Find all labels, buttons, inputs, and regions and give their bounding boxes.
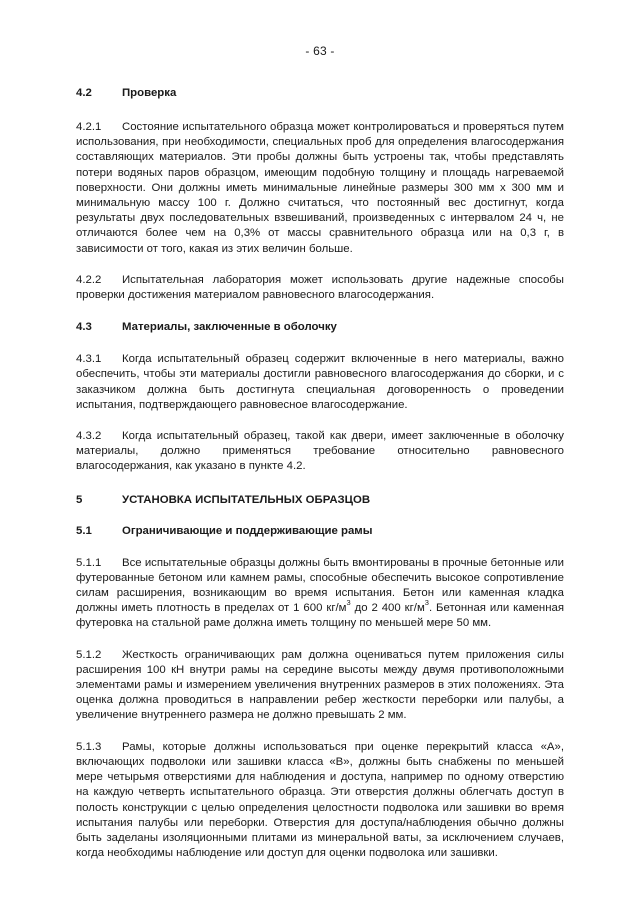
page-content (76, 86, 564, 861)
heading-title: Проверка (122, 87, 177, 99)
paragraph-number: 5.1.2 (76, 648, 102, 661)
paragraph-5-1-3 (76, 740, 564, 862)
paragraph-number: 4.3.2 (76, 430, 102, 443)
paragraph-text: Когда испытательный образец содержит включенные в него материалы, важно обеспечить, чтобы эти материалы достигли равновесного влагосодержания до сборки, и с заказчиком должна быть достигнута специальная договоренность о проведении испытания, подтверждающего равновесное влагосодержание. (76, 353, 564, 411)
paragraph-4-2-2 (76, 273, 564, 303)
page-number: - 63 - (305, 44, 335, 58)
paragraph-number: 4.2.2 (76, 273, 102, 286)
paragraph-4-2-1 (76, 120, 564, 257)
paragraph-text-end: . Бетонная или каменная футеровка на стальной раме должна иметь толщину по меньшей мере 50 мм. (76, 602, 564, 630)
paragraph-number: 4.2.1 (76, 121, 102, 133)
heading-number: 5.1 (76, 524, 92, 537)
paragraph-number: 5.1.3 (76, 740, 102, 753)
paragraph-5-1-1 (76, 556, 564, 632)
paragraph-text: Испытательная лаборатория может использовать другие надежные способы проверки достижения материалом равновесного влагосодержания. (76, 273, 564, 302)
heading-number: 5 (76, 493, 83, 506)
paragraph-text: Состояние испытательного образца может контролироваться и проверяться путем использования, при необходимости, специальных проб для определения влагосодержания составляющих материалов. Эти пробы должны быть устроены так, чтобы представлять потери водяных паров образцом, имеющим подобную толщину и площадь нагреваемой поверхности. Они должны иметь минимальные линейные размеры 300 мм х 300 мм и минимальную массу 100 г. Должно считаться, что постоянный вес достигнут, когда результаты двух последовательных взвешиваний, произведенных с интервалом 24 ч, не отличаются более чем на 0,3% от массы сравнительного образца или на 0,3 г, в зависимости от того, какая из этих величин больше. (76, 121, 564, 255)
heading-title: Материалы, заключенные в оболочку (122, 321, 337, 334)
superscript-3: 3 (424, 598, 429, 608)
heading-title: Ограничивающие и поддерживающие рамы (122, 524, 373, 537)
paragraph-4-3-2 (76, 429, 564, 475)
heading-5 (76, 493, 564, 508)
heading-5-1 (76, 524, 564, 539)
paragraph-4-3-1 (76, 352, 564, 413)
heading-title: УСТАНОВКА ИСПЫТАТЕЛЬНЫХ ОБРАЗЦОВ (122, 493, 371, 506)
heading-number: 4.3 (76, 321, 92, 334)
heading-4-2 (76, 86, 564, 101)
paragraph-5-1-2 (76, 648, 564, 724)
paragraph-text: Жесткость ограничивающих рам должна оцениваться путем приложения силы расширения 100 кН внутри рамы на середине высоты между двумя противоположными элементами рамы и измерением увеличения внутренних размеров в этих положениях. Эта оценка должна проводиться в направлении ребер жесткости переборки или палубы, а увеличение внутреннего размера не должно превышать 2 мм. (76, 648, 564, 722)
heading-number: 4.2 (76, 87, 92, 99)
paragraph-number: 5.1.1 (76, 556, 102, 569)
superscript-3: 3 (346, 598, 351, 608)
paragraph-text-mid: до 2 400 кг/м (350, 602, 425, 615)
paragraph-text-start: Все испытательные образцы должны быть вмонтированы в прочные бетонные или футерованные бетоном или камнем рамы, способные обеспечить высокое сопротивление силам расширения, возникающим во время испытания. Бетон или каменная кладка должны иметь плотность в пределах от 1 600 кг/м (76, 556, 564, 615)
paragraph-text: Рамы, которые должны использоваться при оценке перекрытий класса «А», включающих подволоки или зашивки класса «В», должны быть снабжены по меньшей мере четырьмя отверстиями для наблюдения и доступа, например по одному отверстию на каждую четверть испытательного образца. Эти отверстия должны облегчать доступ в полость конструкции с целью определения целостности подволока или зашивки во время испытания палубы или переборки. Отверстия для доступа/наблюдения обычно должны быть заделаны изоляционными плитами из минеральной ваты, за исключением случаев, когда необходимы наблюдение или доступ для оценки подволока или зашивки. (76, 740, 564, 860)
paragraph-number: 4.3.1 (76, 353, 102, 366)
paragraph-text: Когда испытательный образец, такой как двери, имеет заключенные в оболочку материалы, должно применяться требование относительно равновесного влагосодержания, как указано в пункте 4.2. (76, 430, 564, 473)
heading-4-3 (76, 320, 564, 335)
